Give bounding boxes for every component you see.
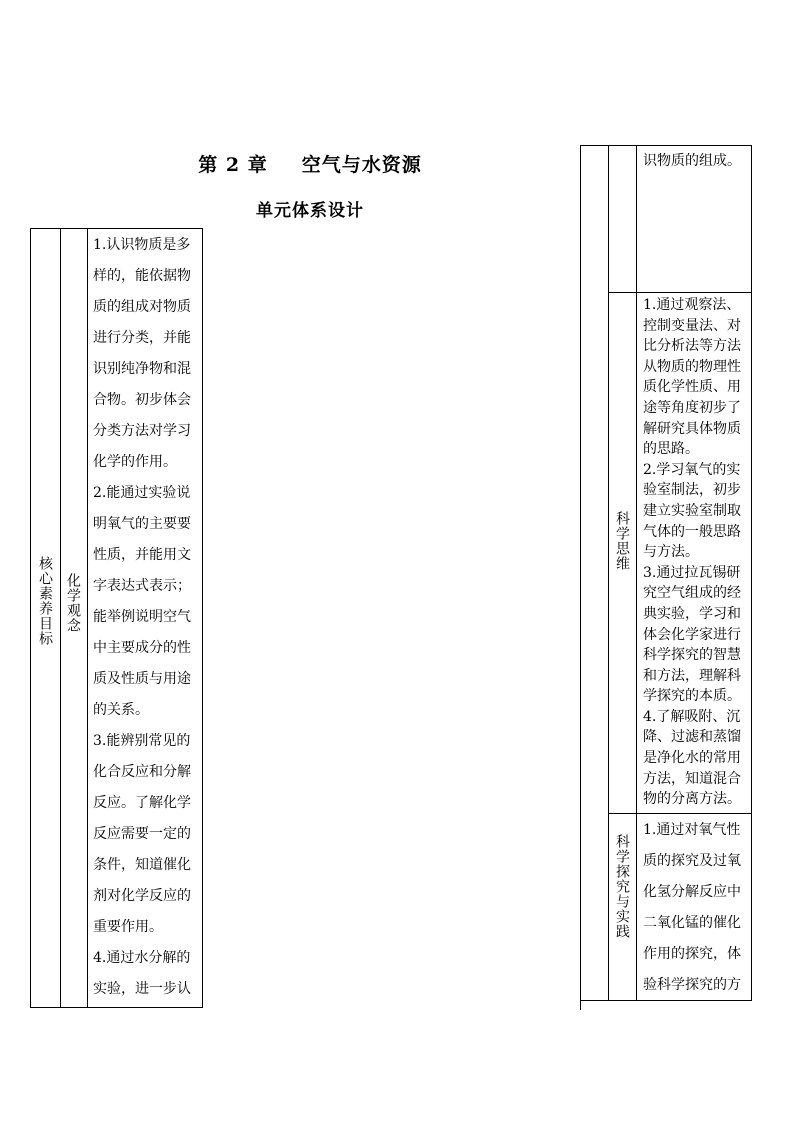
- right-table-divider-1: [608, 146, 609, 1000]
- scientific-inquiry-content: 1.通过对氧气性质的探究及过氧化氢分解反应中二氧化锰的催化作用的探究，体验科学探究的方: [643, 822, 741, 993]
- right-table-row-divider-2: [608, 813, 751, 814]
- page-subtitle: 单元体系设计: [256, 201, 364, 221]
- chapter-title: 空气与水资源: [301, 154, 422, 176]
- scientific-thinking-label: 科学思维: [614, 511, 630, 571]
- right-row1-content: 识物质的组成。: [643, 153, 741, 169]
- left-content-cell: 1.认识物质是多样的，能依据物质的组成对物质进行分类，并能识别纯净物和混合物。初步体会分类方法对学习化学的作用。 2.能通过实验说明氧气的主要要性质，并能用文字表达式表示；能举例说明空气中主要成分的性质及性质与用途的关系。 3.能辨别常见的化合反应和分解反应。了解化学反应需要一定的条件，知道催化剂对化学反应的重要作用。 4.通过水分解的实验，进一步认: [93, 237, 191, 997]
- page-edge-line: [580, 975, 581, 1010]
- right-table-row-divider-1: [608, 292, 751, 293]
- scientific-inquiry-label: 科学探究与实践: [614, 834, 630, 939]
- left-table-divider-2: [87, 229, 88, 1007]
- left-table-divider-1: [60, 229, 61, 1007]
- chapter-number: 第 2 章: [198, 154, 268, 176]
- scientific-thinking-content: 1.通过观察法、控制变量法、对比分析法等方法从物质的物理性质化学性质、用途等角度初步了解研究具体物质的思路。 2.学习氧气的实验室制法，初步建立实验室制取气体的一般思路与方法。 3.通过拉瓦锡研究空气组成的经典实验，学习和体会化学家进行科学探究的智慧和方法，理解科学探究的本质。 4.了解吸附、沉降、过滤和蒸馏是净化水的常用方法，知道混合物的分离方法。: [643, 297, 741, 808]
- category-label: 核心素养目标: [37, 556, 53, 646]
- right-table-divider-2: [636, 146, 637, 1000]
- left-table: [30, 228, 203, 1008]
- right-table: [580, 145, 752, 1001]
- page-title: [0, 150, 620, 177]
- subcategory-label: 化学观念: [65, 573, 81, 633]
